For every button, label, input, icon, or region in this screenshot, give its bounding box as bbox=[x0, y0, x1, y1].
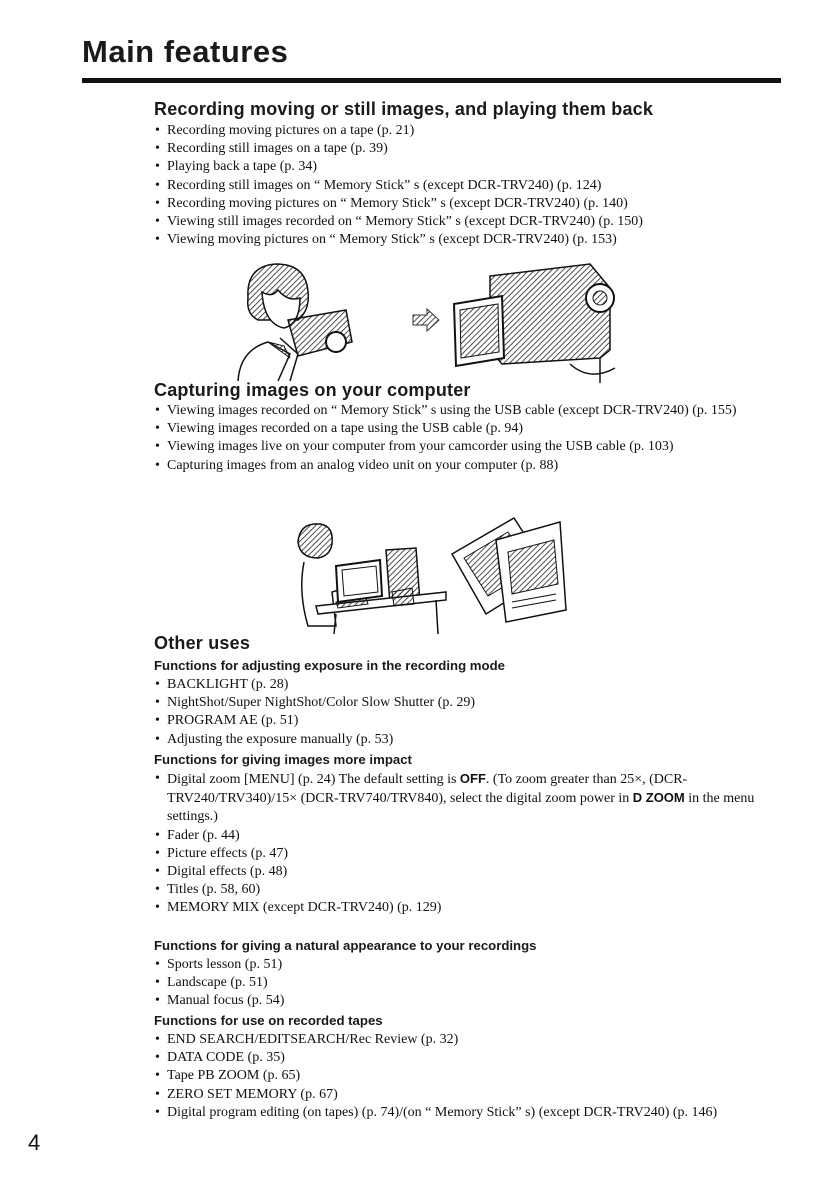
group-heading-natural: Functions for giving a natural appearance to your recordings bbox=[154, 938, 537, 953]
list-item: • Digital effects (p. 48) bbox=[154, 863, 794, 881]
list-item: • Viewing still images recorded on “ Memory Stick” s (except DCR-TRV240) (p. 150) bbox=[154, 213, 794, 231]
section-heading-capturing: Capturing images on your computer bbox=[154, 380, 471, 400]
impact-list bbox=[154, 770, 794, 918]
section-heading-recording: Recording moving or still images, and playing them back bbox=[154, 99, 654, 119]
group-heading-exposure: Functions for adjusting exposure in the recording mode bbox=[154, 658, 505, 673]
list-item: • Manual focus (p. 54) bbox=[154, 992, 794, 1010]
list-item: • ZERO SET MEMORY (p. 67) bbox=[154, 1086, 794, 1104]
list-item: • END SEARCH/EDITSEARCH/Rec Review (p. 32) bbox=[154, 1031, 794, 1049]
right-arrow-icon bbox=[411, 307, 441, 333]
section-heading-other: Other uses bbox=[154, 633, 251, 653]
group-heading-tapes: Functions for use on recorded tapes bbox=[154, 1013, 383, 1028]
camcorder-lcd-illustration-icon bbox=[450, 258, 620, 383]
list-item: • Viewing images recorded on a tape using the USB cable (p. 94) bbox=[154, 420, 794, 438]
list-item: • Playing back a tape (p. 34) bbox=[154, 158, 794, 176]
person-filming-illustration-icon bbox=[228, 258, 378, 383]
title-rule bbox=[82, 78, 781, 83]
list-item: • DATA CODE (p. 35) bbox=[154, 1049, 794, 1067]
list-item: • Picture effects (p. 47) bbox=[154, 845, 794, 863]
list-item: • Landscape (p. 51) bbox=[154, 974, 794, 992]
list-item-digital-zoom: • Digital zoom [MENU] (p. 24) The default setting is OFF. (To zoom greater than 25×, (DCR-TRV240/TRV340)/15× (DCR-TRV740/TRV840), select the digital zoom power in D ZOOM in the menu settings.) bbox=[154, 770, 794, 827]
list-item: • Digital program editing (on tapes) (p. 74)/(on “ Memory Stick” s) (except DCR-TRV240) (p. 146) bbox=[154, 1104, 794, 1122]
list-item: • Adjusting the exposure manually (p. 53) bbox=[154, 731, 794, 749]
group-heading-impact: Functions for giving images more impact bbox=[154, 752, 412, 767]
list-item: • PROGRAM AE (p. 51) bbox=[154, 712, 794, 730]
list-item: • Tape PB ZOOM (p. 65) bbox=[154, 1067, 794, 1085]
list-item: • Viewing images recorded on “ Memory Stick” s using the USB cable (except DCR-TRV240) (p. 155) bbox=[154, 402, 794, 420]
tapes-list bbox=[154, 1031, 794, 1122]
list-item: • Capturing images from an analog video unit on your computer (p. 88) bbox=[154, 457, 794, 475]
list-item: • Recording moving pictures on a tape (p. 21) bbox=[154, 122, 794, 140]
exposure-list bbox=[154, 676, 794, 749]
list-item: • Fader (p. 44) bbox=[154, 827, 794, 845]
list-item: • Sports lesson (p. 51) bbox=[154, 956, 794, 974]
page-number: 4 bbox=[28, 1130, 41, 1155]
list-item: • Titles (p. 58, 60) bbox=[154, 881, 794, 899]
list-item: • BACKLIGHT (p. 28) bbox=[154, 676, 794, 694]
list-item: • Viewing moving pictures on “ Memory Stick” s (except DCR-TRV240) (p. 153) bbox=[154, 231, 794, 249]
list-item: • Recording still images on a tape (p. 39) bbox=[154, 140, 794, 158]
printed-images-illustration-icon bbox=[450, 514, 568, 626]
capturing-list bbox=[154, 402, 794, 475]
page-title: Main features bbox=[82, 34, 289, 69]
list-item: • MEMORY MIX (except DCR-TRV240) (p. 129) bbox=[154, 899, 794, 917]
natural-list bbox=[154, 956, 794, 1011]
list-item: • Viewing images live on your computer from your camcorder using the USB cable (p. 103) bbox=[154, 438, 794, 456]
computer-desk-illustration-icon bbox=[296, 522, 468, 634]
list-item: • Recording still images on “ Memory Stick” s (except DCR-TRV240) (p. 124) bbox=[154, 177, 794, 195]
recording-list bbox=[154, 122, 794, 249]
list-item: • NightShot/Super NightShot/Color Slow Shutter (p. 29) bbox=[154, 694, 794, 712]
list-item: • Recording moving pictures on “ Memory Stick” s (except DCR-TRV240) (p. 140) bbox=[154, 195, 794, 213]
